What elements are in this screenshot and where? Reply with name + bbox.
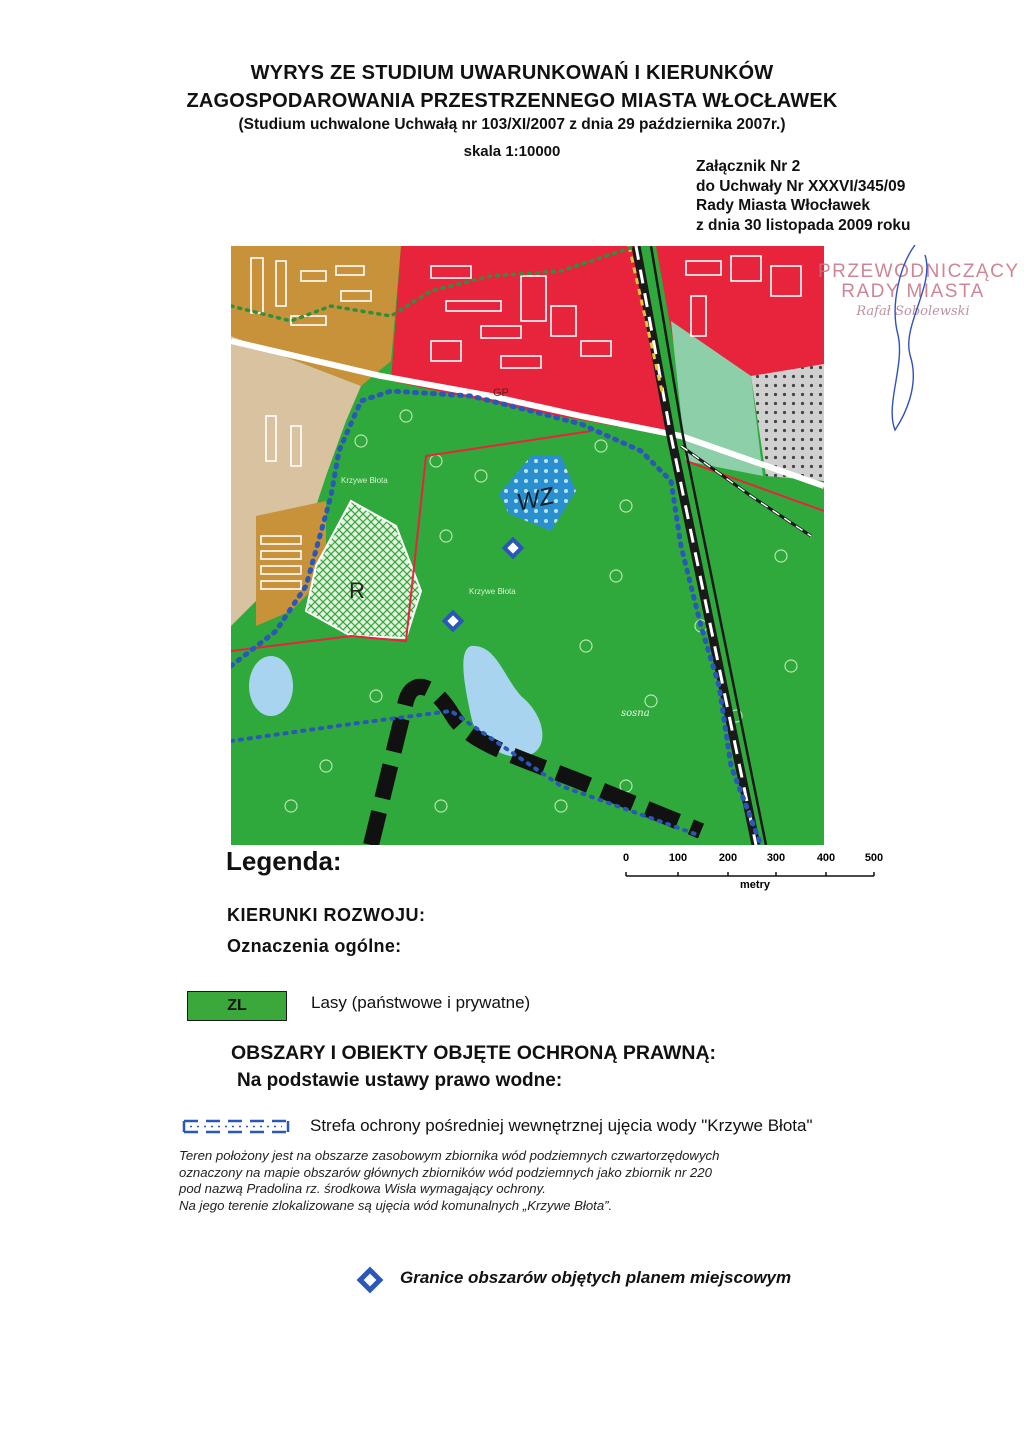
plan-boundary-label: Granice obszarów objętych planem miejscowym	[400, 1268, 792, 1287]
note-line-2: oznaczony na mapie obszarów głównych zbiorników wód podziemnych jako zbiornik nr 220	[179, 1164, 712, 1180]
scale-tick-0: 0	[622, 852, 630, 864]
note-line-1: Teren położony jest na obszarze zasobowym zbiornika wód podziemnych czwartorzędowych	[179, 1148, 720, 1163]
place-label-2: Krzywe Błota	[469, 587, 516, 596]
scale-tick-400: 400	[816, 852, 836, 864]
place-label-3: sosna	[621, 708, 650, 719]
general-heading: Oznaczenia ogólne:	[227, 936, 402, 956]
attachment-line-3: Rady Miasta Włocławek	[696, 197, 871, 214]
road-code-label: GP	[493, 387, 509, 399]
map-view[interactable]	[231, 246, 824, 845]
stamp-line-1: PRZEWODNICZĄCY	[818, 261, 1020, 282]
scale-unit: metry	[740, 879, 770, 891]
stamp-line-2: RADY MIASTA	[841, 281, 985, 302]
protected-areas-heading: OBSZARY I OBIEKTY OBJĘTE OCHRONĄ PRAWNĄ:	[231, 1042, 717, 1064]
pond-west	[249, 656, 293, 716]
protection-zone-legend-icon	[180, 1116, 295, 1138]
scale-tick-200: 200	[718, 852, 738, 864]
zone-label-wz: WZ	[514, 482, 557, 517]
scale-text: skala 1:10000	[463, 143, 561, 160]
aquifer-note	[179, 1148, 719, 1214]
map-subtitle: (Studium uchwalone Uchwałą nr 103/XI/2007 z dnia 29 października 2007r.)	[238, 116, 786, 133]
note-line-4: Na jego terenie zlokalizowane są ujęcia wód komunalnych „Krzywe Błota”.	[179, 1197, 613, 1213]
attachment-note	[696, 157, 911, 235]
signature-scribble	[880, 245, 950, 435]
zone-label-r: R	[349, 578, 365, 603]
attachment-line-2: do Uchwały Nr XXXVI/345/09	[696, 177, 906, 195]
legend-title: Legenda:	[226, 846, 342, 876]
water-law-heading: Na podstawie ustawy prawo wodne:	[237, 1070, 563, 1091]
attachment-line-4: z dnia 30 listopada 2009 roku	[696, 216, 911, 234]
stamp-signature: Rafał Sobolewski	[856, 304, 970, 319]
scale-bar	[620, 848, 895, 893]
forest-legend-label: Lasy (państwowe i prywatne)	[311, 993, 531, 1012]
plan-boundary-diamond-icon	[356, 1266, 384, 1294]
map-title-line-1: WYRYS ZE STUDIUM UWARUNKOWAŃ I KIERUNKÓW	[250, 62, 774, 84]
attachment-line-1: Załącznik Nr 2	[696, 158, 801, 175]
map-title-line-2: ZAGOSPODAROWANIA PRZESTRZENNEGO MIASTA WŁOCŁAWEK	[186, 90, 838, 112]
directions-heading: KIERUNKI ROZWOJU:	[227, 905, 426, 925]
scale-tick-100: 100	[668, 852, 688, 864]
place-label-1: Krzywe Błota	[341, 476, 388, 485]
note-line-3: pod nazwą Pradolina rz. środkowa Wisła wymagający ochrony.	[179, 1181, 546, 1196]
protection-zone-label: Strefa ochrony pośredniej wewnętrznej ujęcia wody "Krzywe Błota"	[310, 1116, 813, 1135]
scale-tick-300: 300	[766, 852, 786, 864]
scale-tick-500: 500	[864, 852, 884, 864]
forest-legend-swatch: ZL	[187, 991, 287, 1021]
